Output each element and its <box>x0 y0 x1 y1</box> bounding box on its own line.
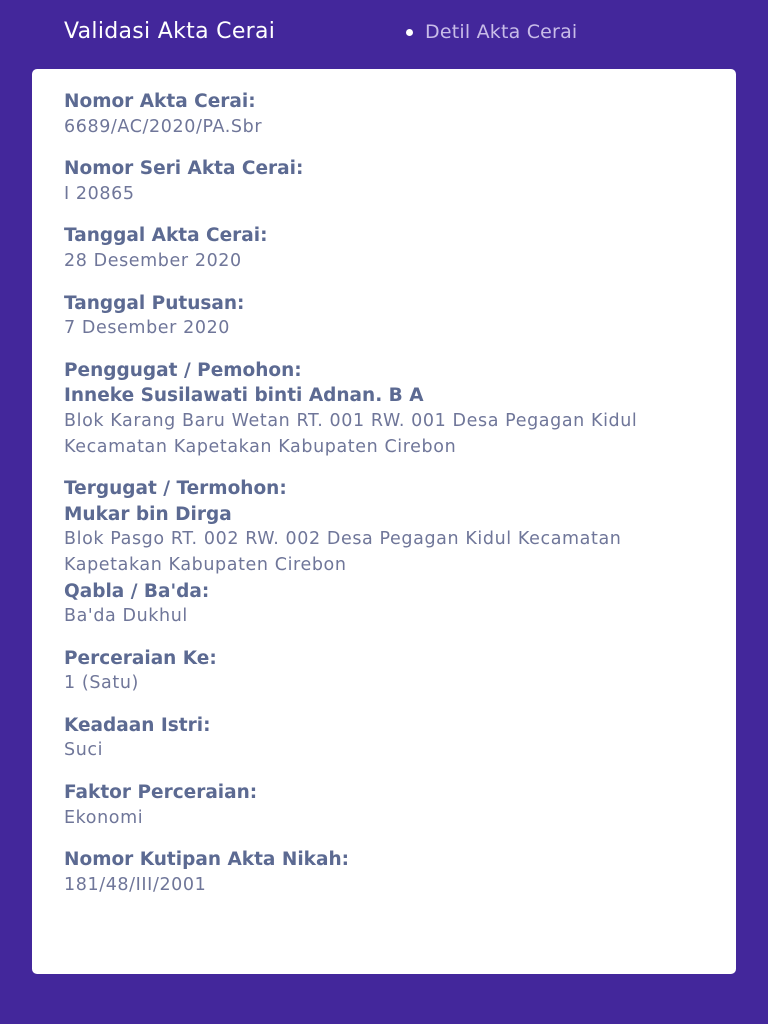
field-value: I 20865 <box>64 183 135 204</box>
field-label: Nomor Kutipan Akta Nikah: <box>64 849 350 871</box>
field-value: Ekonomi <box>64 807 144 828</box>
field-label: Tanggal Putusan: <box>64 292 245 314</box>
party-name: Inneke Susilawati binti Adnan. B A <box>64 385 424 407</box>
field-nomor-kutipan-akta-nikah <box>64 847 704 898</box>
bullet-icon <box>406 29 413 36</box>
field-tanggal-akta-cerai <box>64 223 704 274</box>
field-label: Tergugat / Termohon: <box>64 478 287 500</box>
field-label: Penggugat / Pemohon: <box>64 359 302 381</box>
app-header <box>0 0 768 68</box>
field-value: 181/48/III/2001 <box>64 874 207 895</box>
field-label: Qabla / Ba'da: <box>64 580 210 602</box>
detail-card <box>32 69 736 974</box>
breadcrumb-label: Detil Akta Cerai <box>425 21 578 43</box>
field-nomor-akta-cerai <box>64 89 704 140</box>
field-perceraian-ke <box>64 646 704 697</box>
field-keadaan-istri <box>64 713 704 764</box>
field-value: 6689/AC/2020/PA.Sbr <box>64 116 263 137</box>
field-value: 7 Desember 2020 <box>64 318 231 339</box>
field-value: Suci <box>64 740 104 761</box>
field-penggugat-pemohon <box>64 358 704 460</box>
field-label: Nomor Akta Cerai: <box>64 91 256 112</box>
party-name: Mukar bin Dirga <box>64 503 232 525</box>
field-label: Nomor Seri Akta Cerai: <box>64 158 304 180</box>
field-label: Keadaan Istri: <box>64 714 211 736</box>
field-label: Tanggal Akta Cerai: <box>64 225 268 247</box>
party-address: Blok Pasgo RT. 002 RW. 002 Desa Pegagan Kidul Kecamatan Kapetakan Kabupaten Cirebon <box>64 529 622 575</box>
field-faktor-perceraian <box>64 780 704 831</box>
field-nomor-seri-akta-cerai <box>64 156 704 207</box>
breadcrumb <box>406 20 577 44</box>
field-label: Perceraian Ke: <box>64 647 217 669</box>
field-value: 1 (Satu) <box>64 673 139 694</box>
field-label: Faktor Perceraian: <box>64 782 258 804</box>
field-tanggal-putusan <box>64 291 704 342</box>
party-address: Blok Karang Baru Wetan RT. 001 RW. 001 Desa Pegagan Kidul Kecamatan Kapetakan Kabupaten Cirebon <box>64 410 638 457</box>
field-value: Ba'da Dukhul <box>64 606 188 627</box>
page-title: Validasi Akta Cerai <box>64 19 276 44</box>
field-tergugat-termohon <box>64 476 704 578</box>
field-value: 28 Desember 2020 <box>64 250 242 271</box>
field-qabla-bada <box>64 579 704 630</box>
